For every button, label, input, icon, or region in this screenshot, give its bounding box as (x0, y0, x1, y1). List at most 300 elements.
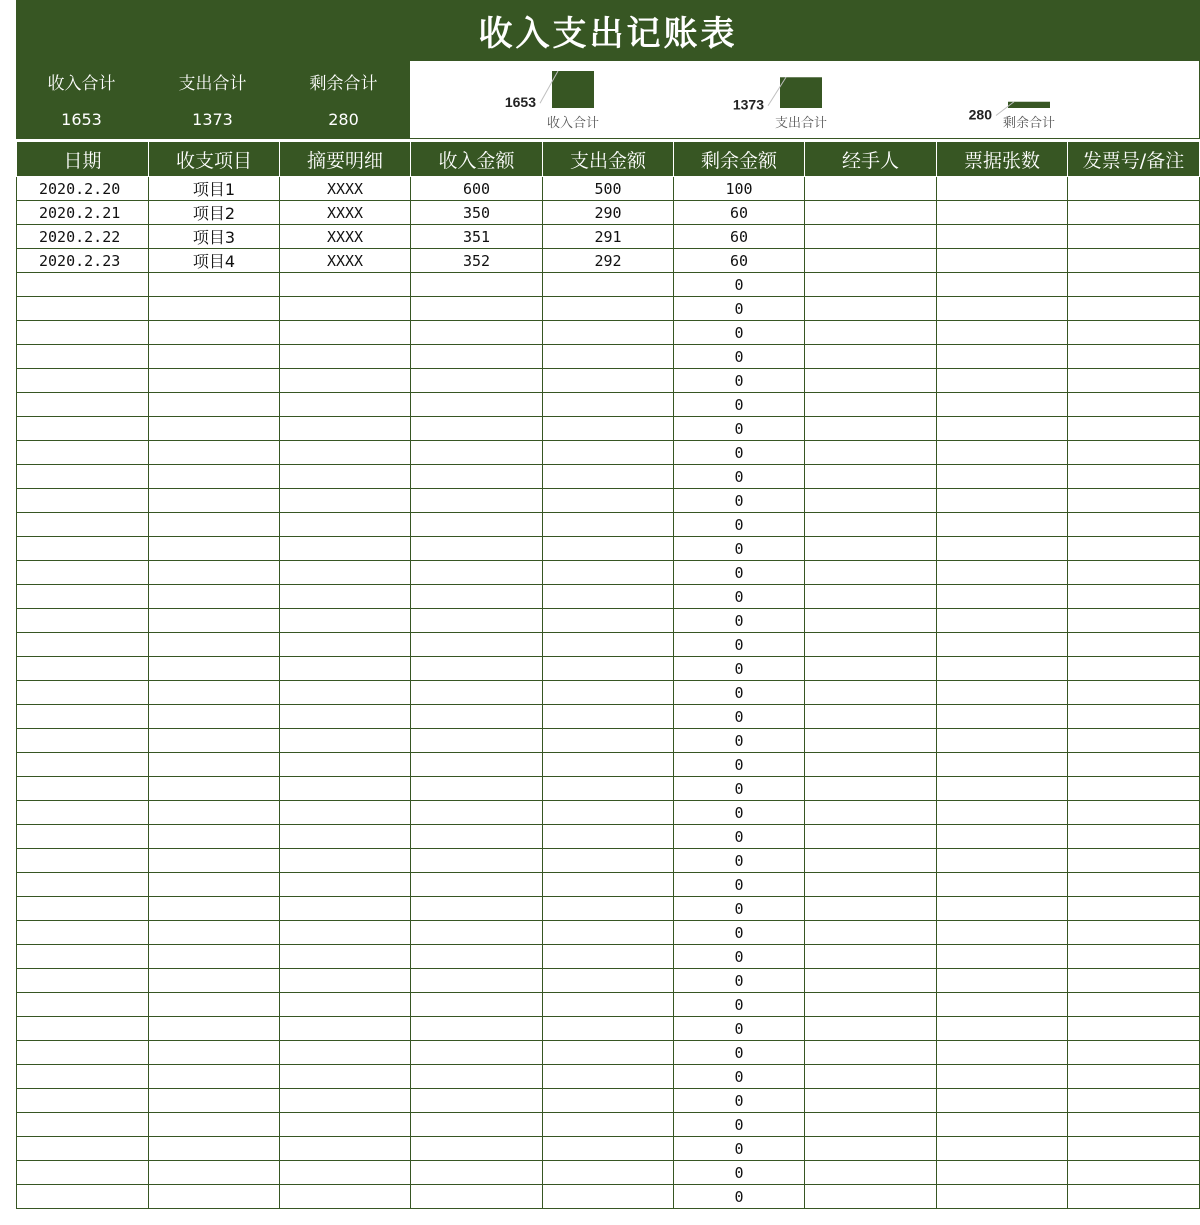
cell-balance[interactable]: 100 (674, 177, 805, 201)
empty-cell[interactable] (543, 969, 674, 993)
cell-balance[interactable]: 60 (674, 225, 805, 249)
empty-cell[interactable] (411, 897, 543, 921)
cell-receipt-count[interactable] (937, 201, 1068, 225)
empty-cell[interactable] (805, 993, 937, 1017)
empty-cell[interactable] (149, 1137, 280, 1161)
empty-cell[interactable] (937, 993, 1068, 1017)
empty-cell[interactable] (805, 681, 937, 705)
empty-cell[interactable] (411, 1137, 543, 1161)
empty-cell[interactable] (937, 921, 1068, 945)
cell-invoice-note[interactable] (1068, 177, 1200, 201)
empty-cell[interactable] (543, 705, 674, 729)
cell-balance[interactable]: 0 (674, 873, 805, 897)
cell-handler[interactable] (805, 177, 937, 201)
empty-cell[interactable] (411, 681, 543, 705)
empty-cell[interactable] (543, 561, 674, 585)
cell-invoice-note[interactable] (1068, 249, 1200, 273)
empty-cell[interactable] (543, 297, 674, 321)
empty-cell[interactable] (280, 465, 411, 489)
empty-cell[interactable] (411, 1089, 543, 1113)
empty-cell[interactable] (149, 681, 280, 705)
empty-cell[interactable] (1068, 393, 1200, 417)
empty-cell[interactable] (149, 585, 280, 609)
empty-cell[interactable] (149, 369, 280, 393)
empty-cell[interactable] (280, 969, 411, 993)
cell-expense[interactable]: 290 (543, 201, 674, 225)
cell-balance[interactable]: 0 (674, 609, 805, 633)
empty-cell[interactable] (149, 897, 280, 921)
cell-balance[interactable]: 0 (674, 537, 805, 561)
empty-cell[interactable] (411, 1041, 543, 1065)
empty-cell[interactable] (411, 777, 543, 801)
cell-balance[interactable]: 0 (674, 921, 805, 945)
cell-balance[interactable]: 0 (674, 825, 805, 849)
cell-balance[interactable]: 0 (674, 849, 805, 873)
empty-cell[interactable] (411, 513, 543, 537)
empty-cell[interactable] (411, 825, 543, 849)
empty-cell[interactable] (543, 321, 674, 345)
empty-cell[interactable] (17, 465, 149, 489)
empty-cell[interactable] (17, 489, 149, 513)
empty-cell[interactable] (937, 513, 1068, 537)
cell-item[interactable]: 项目4 (149, 249, 280, 273)
empty-cell[interactable] (17, 705, 149, 729)
empty-cell[interactable] (411, 1113, 543, 1137)
empty-cell[interactable] (805, 921, 937, 945)
empty-cell[interactable] (937, 657, 1068, 681)
empty-cell[interactable] (149, 825, 280, 849)
empty-cell[interactable] (17, 1113, 149, 1137)
empty-cell[interactable] (411, 441, 543, 465)
empty-cell[interactable] (149, 297, 280, 321)
empty-cell[interactable] (17, 1161, 149, 1185)
empty-cell[interactable] (1068, 561, 1200, 585)
empty-cell[interactable] (411, 969, 543, 993)
empty-cell[interactable] (805, 657, 937, 681)
cell-balance[interactable]: 0 (674, 969, 805, 993)
empty-cell[interactable] (411, 1017, 543, 1041)
empty-cell[interactable] (543, 873, 674, 897)
cell-handler[interactable] (805, 201, 937, 225)
empty-cell[interactable] (17, 585, 149, 609)
empty-cell[interactable] (1068, 1065, 1200, 1089)
empty-cell[interactable] (17, 441, 149, 465)
cell-item[interactable]: 项目3 (149, 225, 280, 249)
empty-cell[interactable] (805, 849, 937, 873)
empty-cell[interactable] (1068, 969, 1200, 993)
empty-cell[interactable] (937, 1113, 1068, 1137)
empty-cell[interactable] (1068, 369, 1200, 393)
empty-cell[interactable] (17, 753, 149, 777)
empty-cell[interactable] (17, 609, 149, 633)
empty-cell[interactable] (805, 777, 937, 801)
empty-cell[interactable] (1068, 945, 1200, 969)
empty-cell[interactable] (17, 825, 149, 849)
empty-cell[interactable] (411, 993, 543, 1017)
empty-cell[interactable] (149, 345, 280, 369)
empty-cell[interactable] (1068, 417, 1200, 441)
cell-balance[interactable]: 0 (674, 945, 805, 969)
empty-cell[interactable] (149, 753, 280, 777)
empty-cell[interactable] (149, 1041, 280, 1065)
empty-cell[interactable] (149, 321, 280, 345)
empty-cell[interactable] (937, 825, 1068, 849)
empty-cell[interactable] (411, 873, 543, 897)
cell-balance[interactable]: 0 (674, 513, 805, 537)
empty-cell[interactable] (280, 849, 411, 873)
cell-balance[interactable]: 0 (674, 561, 805, 585)
cell-detail[interactable]: XXXX (280, 249, 411, 273)
empty-cell[interactable] (149, 489, 280, 513)
empty-cell[interactable] (149, 1017, 280, 1041)
empty-cell[interactable] (411, 849, 543, 873)
cell-balance[interactable]: 0 (674, 729, 805, 753)
empty-cell[interactable] (1068, 849, 1200, 873)
empty-cell[interactable] (937, 1065, 1068, 1089)
cell-balance[interactable]: 0 (674, 681, 805, 705)
cell-balance[interactable]: 0 (674, 369, 805, 393)
empty-cell[interactable] (1068, 1041, 1200, 1065)
empty-cell[interactable] (937, 753, 1068, 777)
empty-cell[interactable] (411, 801, 543, 825)
chart-bar[interactable] (780, 77, 822, 108)
empty-cell[interactable] (805, 537, 937, 561)
empty-cell[interactable] (17, 729, 149, 753)
empty-cell[interactable] (149, 873, 280, 897)
empty-cell[interactable] (1068, 993, 1200, 1017)
empty-cell[interactable] (937, 441, 1068, 465)
cell-detail[interactable]: XXXX (280, 177, 411, 201)
empty-cell[interactable] (805, 513, 937, 537)
empty-cell[interactable] (1068, 657, 1200, 681)
empty-cell[interactable] (543, 801, 674, 825)
empty-cell[interactable] (805, 753, 937, 777)
empty-cell[interactable] (1068, 273, 1200, 297)
empty-cell[interactable] (411, 1065, 543, 1089)
empty-cell[interactable] (1068, 681, 1200, 705)
empty-cell[interactable] (805, 1065, 937, 1089)
empty-cell[interactable] (937, 777, 1068, 801)
empty-cell[interactable] (149, 441, 280, 465)
empty-cell[interactable] (149, 777, 280, 801)
empty-cell[interactable] (1068, 345, 1200, 369)
empty-cell[interactable] (280, 825, 411, 849)
empty-cell[interactable] (17, 969, 149, 993)
empty-cell[interactable] (543, 441, 674, 465)
empty-cell[interactable] (411, 393, 543, 417)
empty-cell[interactable] (937, 609, 1068, 633)
cell-expense[interactable]: 291 (543, 225, 674, 249)
empty-cell[interactable] (17, 1017, 149, 1041)
cell-balance[interactable]: 0 (674, 585, 805, 609)
empty-cell[interactable] (17, 417, 149, 441)
empty-cell[interactable] (411, 657, 543, 681)
cell-balance[interactable]: 0 (674, 705, 805, 729)
empty-cell[interactable] (1068, 585, 1200, 609)
empty-cell[interactable] (17, 681, 149, 705)
empty-cell[interactable] (805, 825, 937, 849)
cell-balance[interactable]: 0 (674, 393, 805, 417)
empty-cell[interactable] (937, 729, 1068, 753)
cell-balance[interactable]: 0 (674, 897, 805, 921)
empty-cell[interactable] (280, 417, 411, 441)
empty-cell[interactable] (17, 561, 149, 585)
empty-cell[interactable] (937, 489, 1068, 513)
header-income[interactable]: 收入金额 (411, 142, 543, 177)
empty-cell[interactable] (805, 705, 937, 729)
empty-cell[interactable] (411, 417, 543, 441)
empty-cell[interactable] (17, 273, 149, 297)
empty-cell[interactable] (411, 537, 543, 561)
empty-cell[interactable] (280, 921, 411, 945)
empty-cell[interactable] (17, 321, 149, 345)
empty-cell[interactable] (805, 945, 937, 969)
chart-bar[interactable] (1008, 102, 1050, 108)
cell-item[interactable]: 项目1 (149, 177, 280, 201)
empty-cell[interactable] (937, 393, 1068, 417)
empty-cell[interactable] (17, 513, 149, 537)
empty-cell[interactable] (17, 873, 149, 897)
empty-cell[interactable] (17, 369, 149, 393)
empty-cell[interactable] (543, 273, 674, 297)
empty-cell[interactable] (805, 729, 937, 753)
empty-cell[interactable] (543, 465, 674, 489)
empty-cell[interactable] (411, 705, 543, 729)
empty-cell[interactable] (543, 993, 674, 1017)
empty-cell[interactable] (411, 585, 543, 609)
empty-cell[interactable] (17, 1089, 149, 1113)
empty-cell[interactable] (1068, 609, 1200, 633)
empty-cell[interactable] (937, 537, 1068, 561)
empty-cell[interactable] (543, 609, 674, 633)
empty-cell[interactable] (805, 1041, 937, 1065)
cell-income[interactable]: 600 (411, 177, 543, 201)
empty-cell[interactable] (543, 1113, 674, 1137)
empty-cell[interactable] (280, 801, 411, 825)
empty-cell[interactable] (805, 489, 937, 513)
empty-cell[interactable] (411, 465, 543, 489)
empty-cell[interactable] (543, 489, 674, 513)
empty-cell[interactable] (149, 1089, 280, 1113)
empty-cell[interactable] (1068, 633, 1200, 657)
empty-cell[interactable] (149, 705, 280, 729)
empty-cell[interactable] (280, 345, 411, 369)
empty-cell[interactable] (1068, 465, 1200, 489)
empty-cell[interactable] (1068, 321, 1200, 345)
empty-cell[interactable] (937, 633, 1068, 657)
empty-cell[interactable] (937, 969, 1068, 993)
empty-cell[interactable] (280, 609, 411, 633)
empty-cell[interactable] (937, 417, 1068, 441)
empty-cell[interactable] (543, 585, 674, 609)
empty-cell[interactable] (937, 1041, 1068, 1065)
empty-cell[interactable] (937, 345, 1068, 369)
empty-cell[interactable] (280, 585, 411, 609)
empty-cell[interactable] (805, 1185, 937, 1209)
empty-cell[interactable] (805, 417, 937, 441)
empty-cell[interactable] (17, 945, 149, 969)
cell-balance[interactable]: 0 (674, 1017, 805, 1041)
empty-cell[interactable] (280, 537, 411, 561)
empty-cell[interactable] (17, 345, 149, 369)
empty-cell[interactable] (280, 777, 411, 801)
empty-cell[interactable] (280, 729, 411, 753)
empty-cell[interactable] (411, 321, 543, 345)
empty-cell[interactable] (149, 417, 280, 441)
empty-cell[interactable] (805, 321, 937, 345)
cell-expense[interactable]: 500 (543, 177, 674, 201)
empty-cell[interactable] (1068, 1137, 1200, 1161)
cell-expense[interactable]: 292 (543, 249, 674, 273)
empty-cell[interactable] (937, 321, 1068, 345)
empty-cell[interactable] (805, 345, 937, 369)
cell-detail[interactable]: XXXX (280, 201, 411, 225)
empty-cell[interactable] (937, 681, 1068, 705)
empty-cell[interactable] (805, 1089, 937, 1113)
empty-cell[interactable] (543, 1065, 674, 1089)
empty-cell[interactable] (17, 1041, 149, 1065)
empty-cell[interactable] (543, 1089, 674, 1113)
empty-cell[interactable] (543, 393, 674, 417)
cell-balance[interactable]: 0 (674, 273, 805, 297)
cell-balance[interactable]: 0 (674, 345, 805, 369)
empty-cell[interactable] (280, 1113, 411, 1137)
empty-cell[interactable] (1068, 1089, 1200, 1113)
empty-cell[interactable] (1068, 729, 1200, 753)
empty-cell[interactable] (543, 921, 674, 945)
empty-cell[interactable] (805, 1161, 937, 1185)
empty-cell[interactable] (149, 465, 280, 489)
empty-cell[interactable] (280, 1017, 411, 1041)
empty-cell[interactable] (149, 969, 280, 993)
empty-cell[interactable] (149, 921, 280, 945)
empty-cell[interactable] (280, 489, 411, 513)
cell-balance[interactable]: 0 (674, 297, 805, 321)
empty-cell[interactable] (149, 513, 280, 537)
empty-cell[interactable] (543, 1161, 674, 1185)
empty-cell[interactable] (937, 1161, 1068, 1185)
empty-cell[interactable] (805, 897, 937, 921)
empty-cell[interactable] (149, 993, 280, 1017)
empty-cell[interactable] (149, 801, 280, 825)
empty-cell[interactable] (149, 945, 280, 969)
empty-cell[interactable] (805, 1137, 937, 1161)
empty-cell[interactable] (805, 369, 937, 393)
empty-cell[interactable] (1068, 873, 1200, 897)
cell-balance[interactable]: 0 (674, 489, 805, 513)
empty-cell[interactable] (17, 921, 149, 945)
cell-receipt-count[interactable] (937, 177, 1068, 201)
empty-cell[interactable] (937, 585, 1068, 609)
cell-balance[interactable]: 0 (674, 1161, 805, 1185)
empty-cell[interactable] (805, 801, 937, 825)
empty-cell[interactable] (543, 849, 674, 873)
summary-income-value[interactable]: 1653 (61, 110, 102, 129)
empty-cell[interactable] (149, 393, 280, 417)
empty-cell[interactable] (280, 1137, 411, 1161)
empty-cell[interactable] (17, 777, 149, 801)
cell-income[interactable]: 351 (411, 225, 543, 249)
empty-cell[interactable] (149, 273, 280, 297)
empty-cell[interactable] (280, 1065, 411, 1089)
empty-cell[interactable] (805, 969, 937, 993)
empty-cell[interactable] (411, 753, 543, 777)
empty-cell[interactable] (805, 393, 937, 417)
empty-cell[interactable] (937, 801, 1068, 825)
empty-cell[interactable] (805, 1017, 937, 1041)
empty-cell[interactable] (543, 537, 674, 561)
empty-cell[interactable] (937, 297, 1068, 321)
empty-cell[interactable] (1068, 489, 1200, 513)
empty-cell[interactable] (17, 801, 149, 825)
empty-cell[interactable] (17, 993, 149, 1017)
empty-cell[interactable] (1068, 921, 1200, 945)
empty-cell[interactable] (411, 345, 543, 369)
empty-cell[interactable] (280, 1041, 411, 1065)
empty-cell[interactable] (149, 633, 280, 657)
empty-cell[interactable] (411, 297, 543, 321)
cell-handler[interactable] (805, 249, 937, 273)
empty-cell[interactable] (411, 561, 543, 585)
cell-balance[interactable]: 0 (674, 777, 805, 801)
empty-cell[interactable] (17, 537, 149, 561)
empty-cell[interactable] (805, 273, 937, 297)
empty-cell[interactable] (543, 945, 674, 969)
empty-cell[interactable] (411, 273, 543, 297)
header-item[interactable]: 收支项目 (149, 142, 280, 177)
empty-cell[interactable] (805, 441, 937, 465)
empty-cell[interactable] (149, 1185, 280, 1209)
cell-receipt-count[interactable] (937, 249, 1068, 273)
header-balance[interactable]: 剩余金额 (674, 142, 805, 177)
cell-balance[interactable]: 0 (674, 1137, 805, 1161)
empty-cell[interactable] (280, 633, 411, 657)
empty-cell[interactable] (543, 513, 674, 537)
cell-balance[interactable]: 0 (674, 321, 805, 345)
empty-cell[interactable] (1068, 777, 1200, 801)
empty-cell[interactable] (17, 849, 149, 873)
empty-cell[interactable] (937, 945, 1068, 969)
empty-cell[interactable] (937, 273, 1068, 297)
empty-cell[interactable] (543, 417, 674, 441)
summary-expense-value[interactable]: 1373 (192, 110, 233, 129)
empty-cell[interactable] (280, 657, 411, 681)
empty-cell[interactable] (411, 633, 543, 657)
empty-cell[interactable] (17, 657, 149, 681)
empty-cell[interactable] (1068, 753, 1200, 777)
empty-cell[interactable] (1068, 705, 1200, 729)
cell-date[interactable]: 2020.2.20 (17, 177, 149, 201)
chart-bar[interactable] (552, 71, 594, 108)
summary-balance-value[interactable]: 280 (328, 110, 359, 129)
summary-chart-panel[interactable] (410, 60, 1200, 139)
empty-cell[interactable] (17, 393, 149, 417)
header-date[interactable]: 日期 (17, 142, 149, 177)
empty-cell[interactable] (149, 561, 280, 585)
empty-cell[interactable] (543, 1185, 674, 1209)
empty-cell[interactable] (543, 753, 674, 777)
cell-balance[interactable]: 0 (674, 801, 805, 825)
empty-cell[interactable] (805, 585, 937, 609)
cell-item[interactable]: 项目2 (149, 201, 280, 225)
empty-cell[interactable] (280, 1161, 411, 1185)
empty-cell[interactable] (280, 441, 411, 465)
empty-cell[interactable] (937, 1185, 1068, 1209)
empty-cell[interactable] (280, 681, 411, 705)
empty-cell[interactable] (543, 1137, 674, 1161)
empty-cell[interactable] (17, 633, 149, 657)
empty-cell[interactable] (17, 897, 149, 921)
